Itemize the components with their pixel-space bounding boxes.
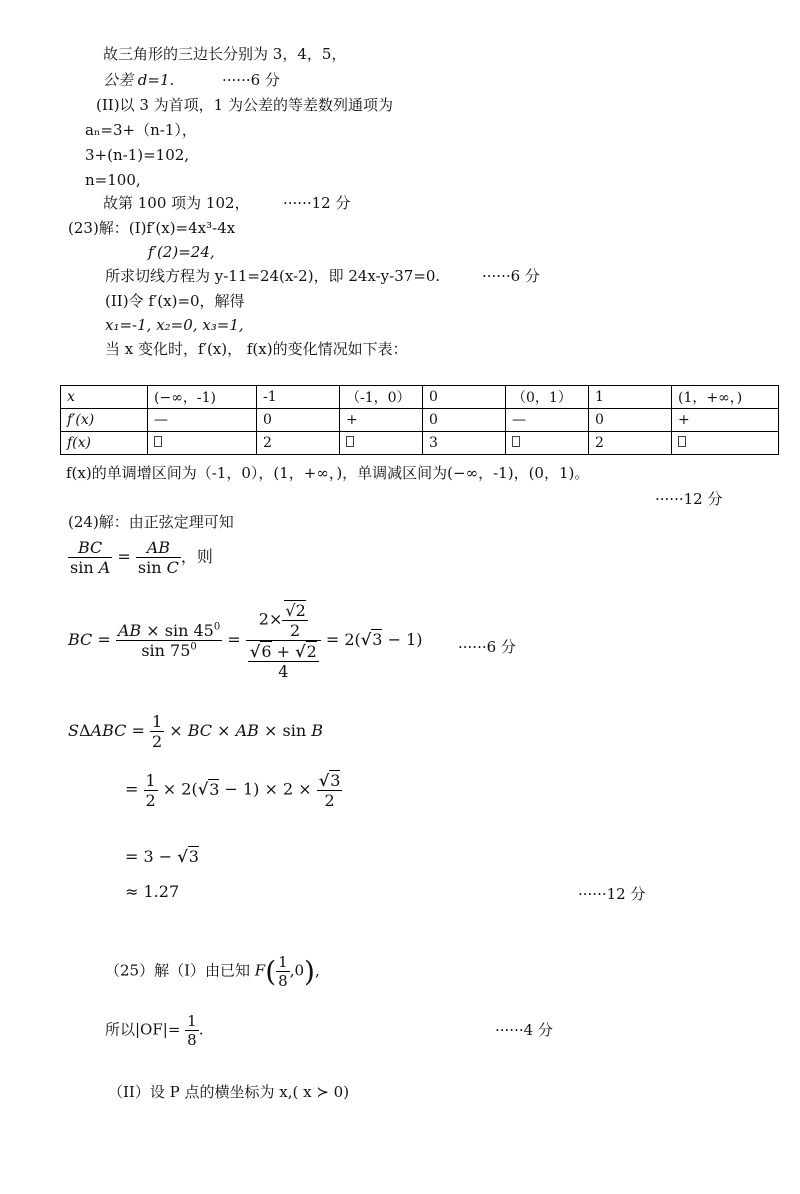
q23-line4: (II)令 f′(x)=0，解得 [105,292,245,310]
q25-line1: （25）解（I）由已知 F( $\frac{1}{8}$ ,0), [105,953,320,990]
q22-line7: 故第 100 项为 102， [103,194,250,212]
table-cell: (−∞，-1) [148,386,257,409]
area-formula-line1: SΔABC = $\frac{1}{2}$ × BC × AB × sin B [68,712,323,751]
q23-score12: ······12 分 [655,490,723,508]
table-cell: 2 [257,432,340,455]
bc-formula: BC = $\frac{AB \times \sin 45^0}{\sin 75^0}$ = 2× $\frac{√2}{2}$ $\frac{√6 + √2}{4}$ = 2(√3 − 1) [68,601,423,681]
table-cell [340,432,423,455]
table-cell: 2 [589,432,672,455]
q22-line6: n=100, [85,171,141,189]
q23-score6: ······6 分 [482,267,540,285]
table-cell: x [61,386,148,409]
q24-then: ，则 [180,547,213,566]
area-formula-line2: = $\frac{1}{2}$ × 2(√3 − 1) × 2 × $\frac{√3}{2}$ [125,770,341,810]
q24-score6: ······6 分 [458,638,516,656]
q25-text1: （25）解（I）由已知 [105,961,251,980]
table-cell: f(x) [61,432,148,455]
q22-score12: ······12 分 [283,194,351,212]
area-formula-line3: = 3 − √3 [125,847,199,866]
q22-score6: ······6 分 [222,71,280,89]
q25-line2: 所以|OF|= $\frac{1}{8}$ . [105,1012,204,1049]
q25-score4: ······4 分 [495,1021,553,1039]
table-cell: （-1，0） [340,386,423,409]
table-cell [672,432,779,455]
table-cell: 0 [257,409,340,432]
missing-glyph-icon [678,436,686,447]
q24-line1: (24)解：由正弦定理可知 [68,513,234,531]
table-cell [148,432,257,455]
sine-rule-formula: $\frac{BC}{\text{sin A}}$ = $\frac{AB}{\text{sin C}}$ ，则 [70,538,213,577]
missing-glyph-icon [154,436,162,447]
table-cell [506,432,589,455]
table-cell: + [340,409,423,432]
q24-score12: ······12 分 [578,885,646,903]
q22-line5: 3+(n-1)=102, [85,146,190,164]
table-cell: 1 [589,386,672,409]
q23-line3: 所求切线方程为 y-11=24(x-2)，即 24x-y-37=0. [105,267,441,285]
table-cell: （0，1） [506,386,589,409]
q23-line7: f(x)的单调增区间为（-1，0），(1，+∞，)，单调减区间为(−∞，-1)，(0，1)。 [66,464,590,482]
table-cell: 3 [423,432,506,455]
table-cell: 0 [589,409,672,432]
q25-line3: （II）设 P 点的横坐标为 x,( x ≻ 0) [108,1083,350,1101]
variation-table [60,385,779,455]
q23-line1: (23)解：(I)f′(x)=4x³-4x [68,219,236,237]
table-row-fprime [61,409,779,432]
table-cell: + [672,409,779,432]
table-cell: f′(x) [61,409,148,432]
area-approx: ≈ 1.27 [125,882,180,901]
q23-line2: f′(2)=24, [148,243,215,261]
table-row-f [61,432,779,455]
missing-glyph-icon [512,436,520,447]
table-cell: 0 [423,386,506,409]
q22-line4: aₙ=3+（n-1）， [85,121,197,139]
q23-line6: 当 x 变化时，f′(x)， f(x)的变化情况如下表： [105,340,408,358]
table-row-x [61,386,779,409]
q22-line1: 故三角形的三边长分别为 3，4，5， [103,45,347,63]
q25-text2: 所以|OF|= [105,1020,181,1039]
q22-line2: 公差 d=1. [103,71,175,89]
table-cell: — [148,409,257,432]
table-cell: 0 [423,409,506,432]
q22-line3: (II)以 3 为首项，1 为公差的等差数列通项为 [96,96,393,114]
table-cell: (1，+∞，) [672,386,779,409]
q23-line5: x₁=-1, x₂=0, x₃=1, [105,316,244,334]
table-cell: — [506,409,589,432]
missing-glyph-icon [346,436,354,447]
table-cell: -1 [257,386,340,409]
